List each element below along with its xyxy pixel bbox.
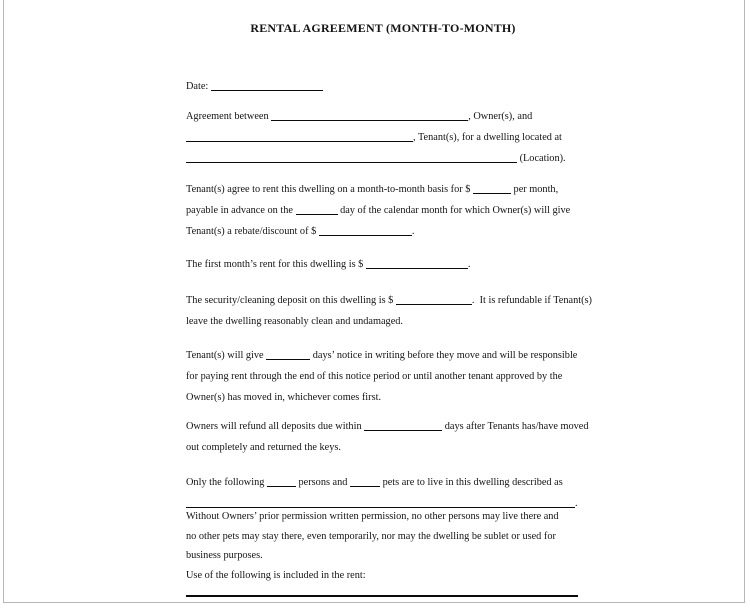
paragraph-line	[186, 366, 616, 387]
text-run: days’ notice in writing before they move and will be responsible	[310, 350, 578, 361]
fill-in-blank	[396, 303, 472, 305]
text-run: Without Owners’ prior permission written permission, no other persons may live there and	[186, 511, 559, 522]
text-run: Owners will refund all deposits due within	[186, 421, 365, 432]
included-in-rent-blank-line	[186, 582, 616, 603]
paragraph-line	[186, 127, 616, 148]
fill-in-blank	[296, 213, 338, 215]
text-run: .	[467, 259, 471, 270]
fill-in-blank	[186, 161, 517, 163]
paragraph-line	[186, 179, 616, 200]
fill-in-blank	[211, 89, 323, 91]
fill-in-blank	[266, 358, 310, 360]
text-run: .	[575, 498, 578, 509]
text-run: pets are to live in this dwelling described as	[380, 477, 563, 488]
text-run: out completely and returned the keys.	[186, 442, 341, 453]
text-run: for paying rent through the end of this notice period or until another tenant approved by the	[186, 371, 563, 382]
fill-in-blank	[473, 192, 511, 194]
paragraph-line	[186, 311, 616, 332]
fill-in-blank	[186, 140, 413, 142]
restrictions-paragraph	[186, 507, 616, 585]
paragraph-line	[186, 200, 616, 221]
text-run: . It is refundable if Tenant(s)	[471, 295, 592, 306]
fill-in-blank	[350, 485, 380, 487]
text-run: day of the calendar month for which Owner(s) will give	[337, 205, 571, 216]
text-run: Use of the following is included in the rent:	[186, 569, 366, 581]
security-deposit-paragraph	[186, 290, 616, 332]
paragraph-line	[186, 345, 616, 366]
text-run: business purposes.	[186, 550, 263, 561]
text-run: Tenant(s) a rebate/discount of $	[186, 226, 319, 237]
paragraph-line	[186, 148, 616, 169]
text-run: Owner(s) has moved in, whichever comes first.	[186, 392, 382, 403]
text-run: leave the dwelling reasonably clean and undamaged.	[186, 316, 404, 327]
move-out-notice-paragraph	[186, 345, 616, 408]
text-run: , Tenant(s), for a dwelling located at	[413, 132, 562, 143]
paragraph-line	[186, 437, 616, 458]
parties-paragraph	[186, 106, 616, 169]
text-run: .	[411, 226, 415, 237]
text-run: per month,	[510, 184, 559, 195]
first-month-rent-paragraph	[186, 254, 616, 275]
paragraph-line	[186, 527, 616, 547]
fill-in-blank	[271, 119, 468, 121]
text-run: , Owner(s), and	[468, 111, 533, 122]
fill-in-blank	[319, 234, 412, 236]
fill-in-blank	[364, 429, 442, 431]
text-run: The security/cleaning deposit on this dwelling is $	[186, 295, 396, 306]
fill-in-blank	[186, 594, 578, 597]
document-title: RENTAL AGREEMENT (MONTH-TO-MONTH)	[250, 21, 516, 35]
text-run: Tenant(s) will give	[186, 350, 267, 361]
text-run: persons and	[295, 477, 350, 488]
text-run: Date:	[186, 81, 211, 92]
text-run: days after Tenants has/have moved	[442, 421, 589, 432]
paragraph-line	[186, 472, 616, 493]
rent-terms-paragraph	[186, 179, 616, 242]
text-run: The first month’s rent for this dwelling is $	[186, 259, 366, 270]
text-run: payable in advance on the	[186, 205, 296, 216]
paragraph-line	[186, 387, 616, 408]
paragraph-line	[186, 416, 616, 437]
fill-in-blank	[267, 485, 296, 487]
paragraph-line	[186, 582, 616, 603]
fill-in-blank	[366, 267, 468, 269]
text-run: Agreement between	[186, 111, 272, 122]
text-run: Tenant(s) agree to rent this dwelling on a month-to-month basis for $	[186, 184, 473, 195]
paragraph-line	[186, 507, 616, 527]
paragraph-line	[186, 221, 616, 242]
paragraph-line	[186, 546, 616, 566]
paragraph-line	[186, 254, 616, 275]
text-run: no other pets may stay there, even temporarily, nor may the dwelling be sublet or used for	[186, 530, 556, 542]
deposit-refund-paragraph	[186, 416, 616, 458]
text-run: Only the following	[186, 477, 267, 488]
date-line	[186, 76, 616, 97]
text-run: (Location).	[517, 153, 566, 164]
paragraph-line	[186, 106, 616, 127]
paragraph-line	[186, 290, 616, 311]
date-line-text	[186, 76, 616, 97]
